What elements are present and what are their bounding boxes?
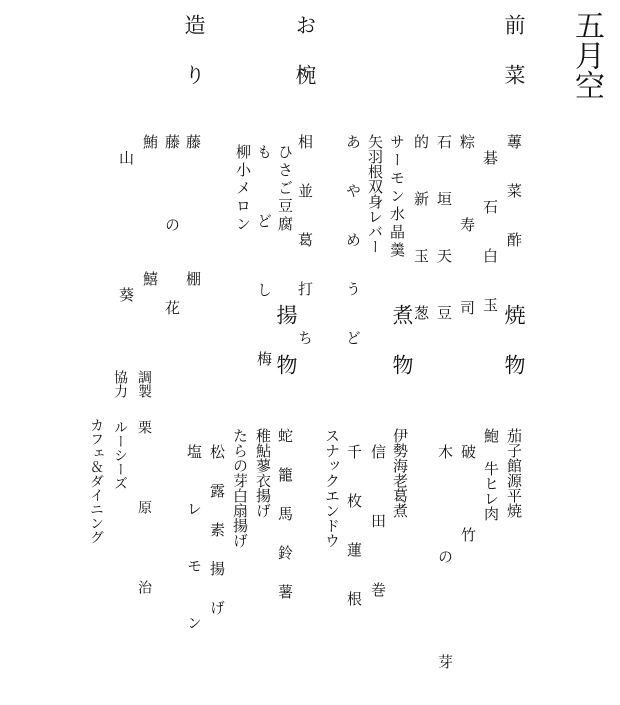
partner-name: ルーシーズ: [112, 420, 128, 490]
tsukuri-item: 鮪 鱚: [141, 134, 159, 338]
zensai-item: サーモン水晶羹: [388, 134, 406, 260]
zensai-item: 蓴 菜 酢: [505, 134, 523, 255]
zensai-item: 石 垣 天 豆: [435, 134, 453, 332]
chef-name: 栗 原 治: [136, 420, 152, 619]
tsukuri-item: 藤 棚: [184, 134, 202, 338]
heading-owan: お椀: [293, 14, 317, 114]
yakimono-item: 茄子館源平焼: [505, 428, 523, 518]
zensai-item: 矢羽根双身レバー: [366, 134, 384, 254]
tsukuri-item: 山 葵: [117, 150, 135, 354]
owan-item: ひさご豆腐: [276, 144, 294, 234]
owan-item: 柳小メロン: [234, 144, 252, 234]
heading-nimono: 煮物: [390, 304, 414, 404]
yakimono-item: 破 竹: [459, 444, 477, 567]
heading-agemono: 揚物: [274, 304, 298, 404]
yakimono-item: 鮑 牛ヒレ肉: [482, 428, 500, 521]
nimono-item: 信 田 巻: [369, 444, 387, 615]
heading-tsukuri: 造り: [182, 14, 206, 114]
yakimono-item: 木 の 芽: [436, 444, 454, 705]
agemono-item: 松 露 素 揚 げ: [208, 444, 226, 618]
heading-zensai: 前菜: [502, 14, 526, 114]
nimono-item: 伊勢海老葛煮: [391, 428, 409, 518]
owan-item: 相 並 葛 打 ち: [296, 134, 314, 353]
agemono-item: 塩 レ モ ン: [185, 444, 203, 642]
agemono-item: たらの芽白扇揚げ: [231, 428, 249, 548]
menu-title: 五月空: [569, 10, 604, 100]
zensai-item: 碁 石 白 玉: [481, 150, 499, 320]
nimono-item: 千 枚 蓮 根: [345, 444, 363, 614]
chousei-label: 調製: [136, 370, 152, 398]
zensai-item: 粽 寿 司: [458, 134, 476, 340]
zensai-item: あ や め う ど: [344, 134, 362, 353]
partner-sub: カフェ＆ダイニング: [88, 418, 104, 544]
agemono-item: 稚鮎蓼衣揚げ: [254, 428, 272, 518]
zensai-item: 的 新 玉 葱: [412, 134, 430, 332]
agemono-item: 蛇 籠 馬 鈴 薯: [276, 428, 294, 602]
heading-yakimono: 焼物: [502, 304, 526, 404]
kyoryoku-label: 協力: [112, 370, 128, 398]
tsukuri-item: 藤 の 花: [163, 134, 181, 340]
owan-item: も ど し 梅: [255, 144, 273, 384]
nimono-item: スナックエンドウ: [323, 428, 341, 548]
